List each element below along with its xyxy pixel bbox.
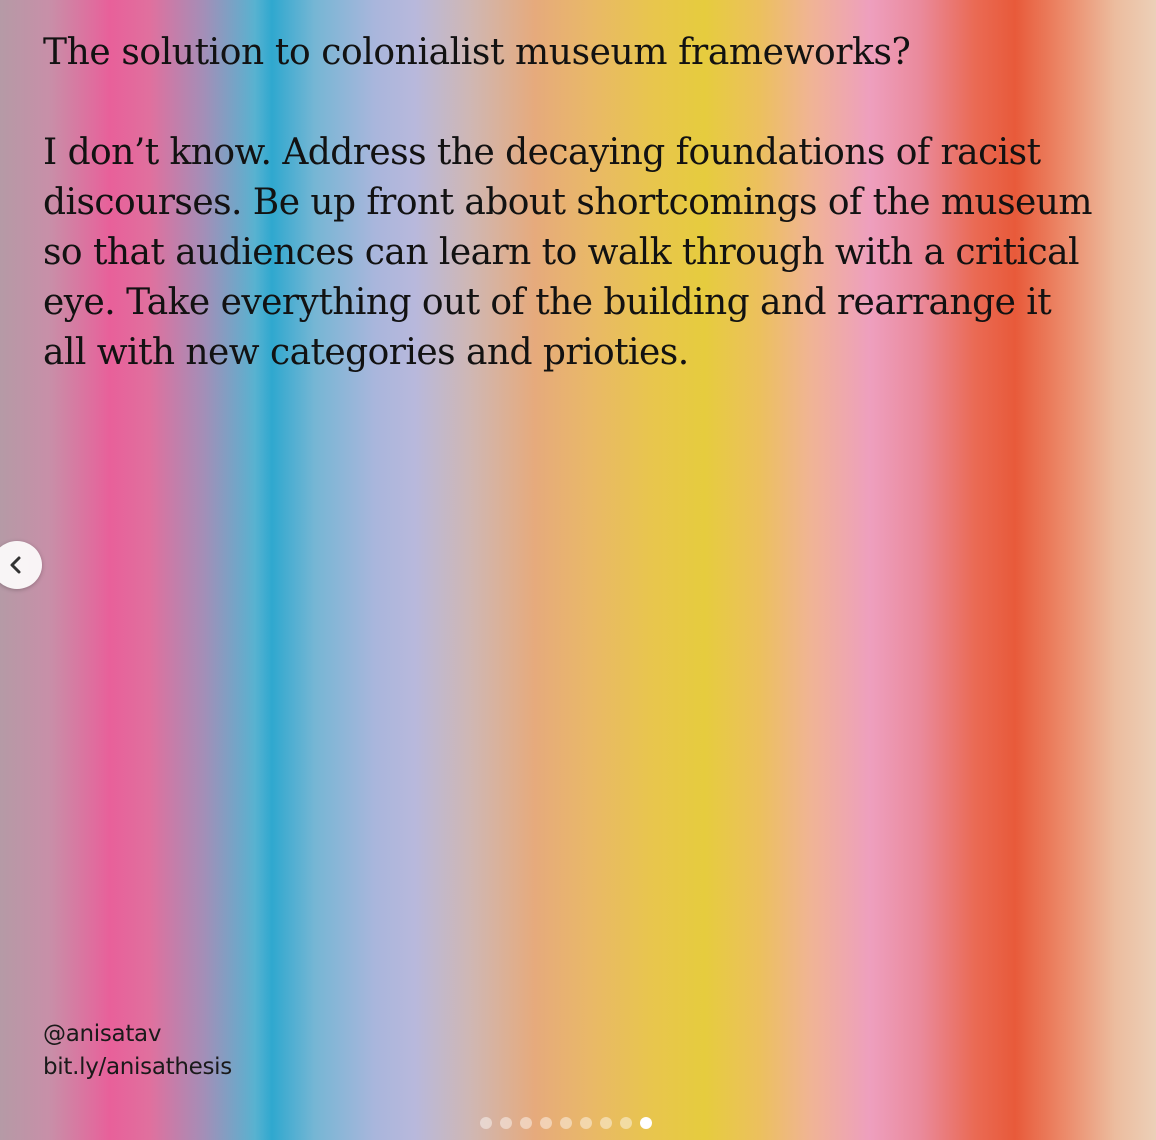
carousel-dot[interactable] (620, 1117, 632, 1129)
previous-slide-button[interactable] (0, 541, 42, 589)
post-heading: The solution to colonialist museum frameworks? (43, 32, 911, 73)
post-credits (43, 1018, 232, 1084)
carousel-dot[interactable] (580, 1117, 592, 1129)
paragraph-line: so that audiences can learn to walk through with a critical (43, 232, 1079, 273)
chevron-left-icon (4, 553, 28, 577)
carousel-dot[interactable] (540, 1117, 552, 1129)
paragraph-line: all with new categories and prioties. (43, 332, 689, 373)
thesis-link: bit.ly/anisathesis (43, 1054, 232, 1080)
author-handle: @anisatav (43, 1021, 162, 1047)
post-paragraph (43, 128, 1123, 378)
carousel-dot[interactable] (600, 1117, 612, 1129)
carousel-dot[interactable] (560, 1117, 572, 1129)
post-text-block (43, 28, 1123, 378)
carousel-dot[interactable] (520, 1117, 532, 1129)
paragraph-line: eye. Take everything out of the building and rearrange it (43, 282, 1052, 323)
paragraph-line: I don’t know. Address the decaying foundations of racist (43, 132, 1041, 173)
carousel-dot-active[interactable] (640, 1117, 652, 1129)
carousel-dot[interactable] (500, 1117, 512, 1129)
carousel-dot[interactable] (480, 1117, 492, 1129)
paragraph-line: discourses. Be up front about shortcomings of the museum (43, 182, 1092, 223)
carousel-dots (480, 1117, 652, 1129)
